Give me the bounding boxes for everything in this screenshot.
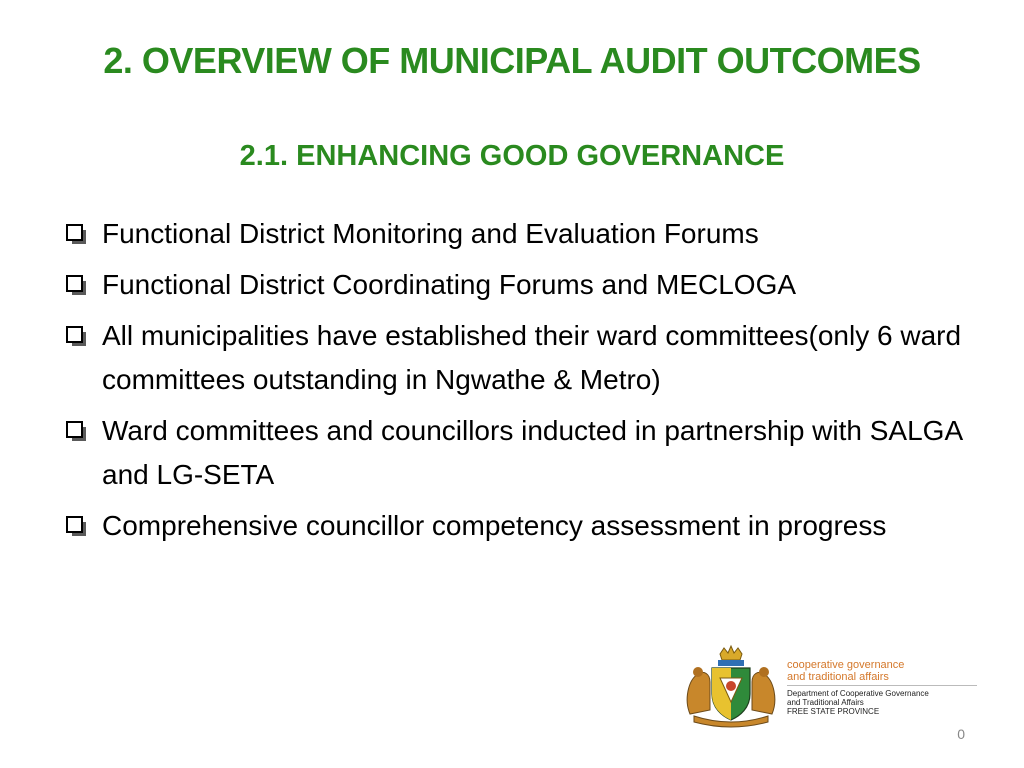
- section-heading: 2.1. ENHANCING GOOD GOVERNANCE: [239, 140, 785, 172]
- bullet-text: Comprehensive councillor competency assessment in progress: [102, 510, 887, 541]
- checkbox-icon: [64, 515, 91, 539]
- bullet-text: Functional District Monitoring and Evaluation Forums: [102, 218, 759, 249]
- bullet-text: All municipalities have established their ward committees(only 6 ward committees outstanding in Ngwathe & Metro): [102, 320, 962, 395]
- checkbox-icon: [64, 325, 91, 349]
- bullet-item: [62, 263, 977, 307]
- slide-title: 2. OVERVIEW OF MUNICIPAL AUDIT OUTCOMES: [103, 40, 921, 81]
- slide-number: 0: [957, 726, 965, 742]
- bullet-item: [62, 314, 977, 402]
- bullet-item: [62, 212, 977, 256]
- bullet-text: Ward committees and councillors inducted in partnership with SALGA and LG-SETA: [102, 415, 962, 490]
- bullet-list: [62, 212, 977, 555]
- checkbox-icon: [64, 274, 91, 298]
- divider: [787, 685, 977, 686]
- checkbox-icon: [64, 420, 91, 444]
- bullet-item: [62, 504, 977, 548]
- coat-of-arms-icon: [676, 644, 786, 728]
- department-block: [787, 659, 977, 716]
- department-name: cooperative governance and traditional affairs: [787, 659, 905, 683]
- department-details: Department of Cooperative Governance and Traditional Affairs FREE STATE PROVINCE: [787, 689, 929, 716]
- bullet-text: Functional District Coordinating Forums and MECLOGA: [102, 269, 797, 300]
- bullet-item: [62, 409, 977, 497]
- checkbox-icon: [64, 223, 91, 247]
